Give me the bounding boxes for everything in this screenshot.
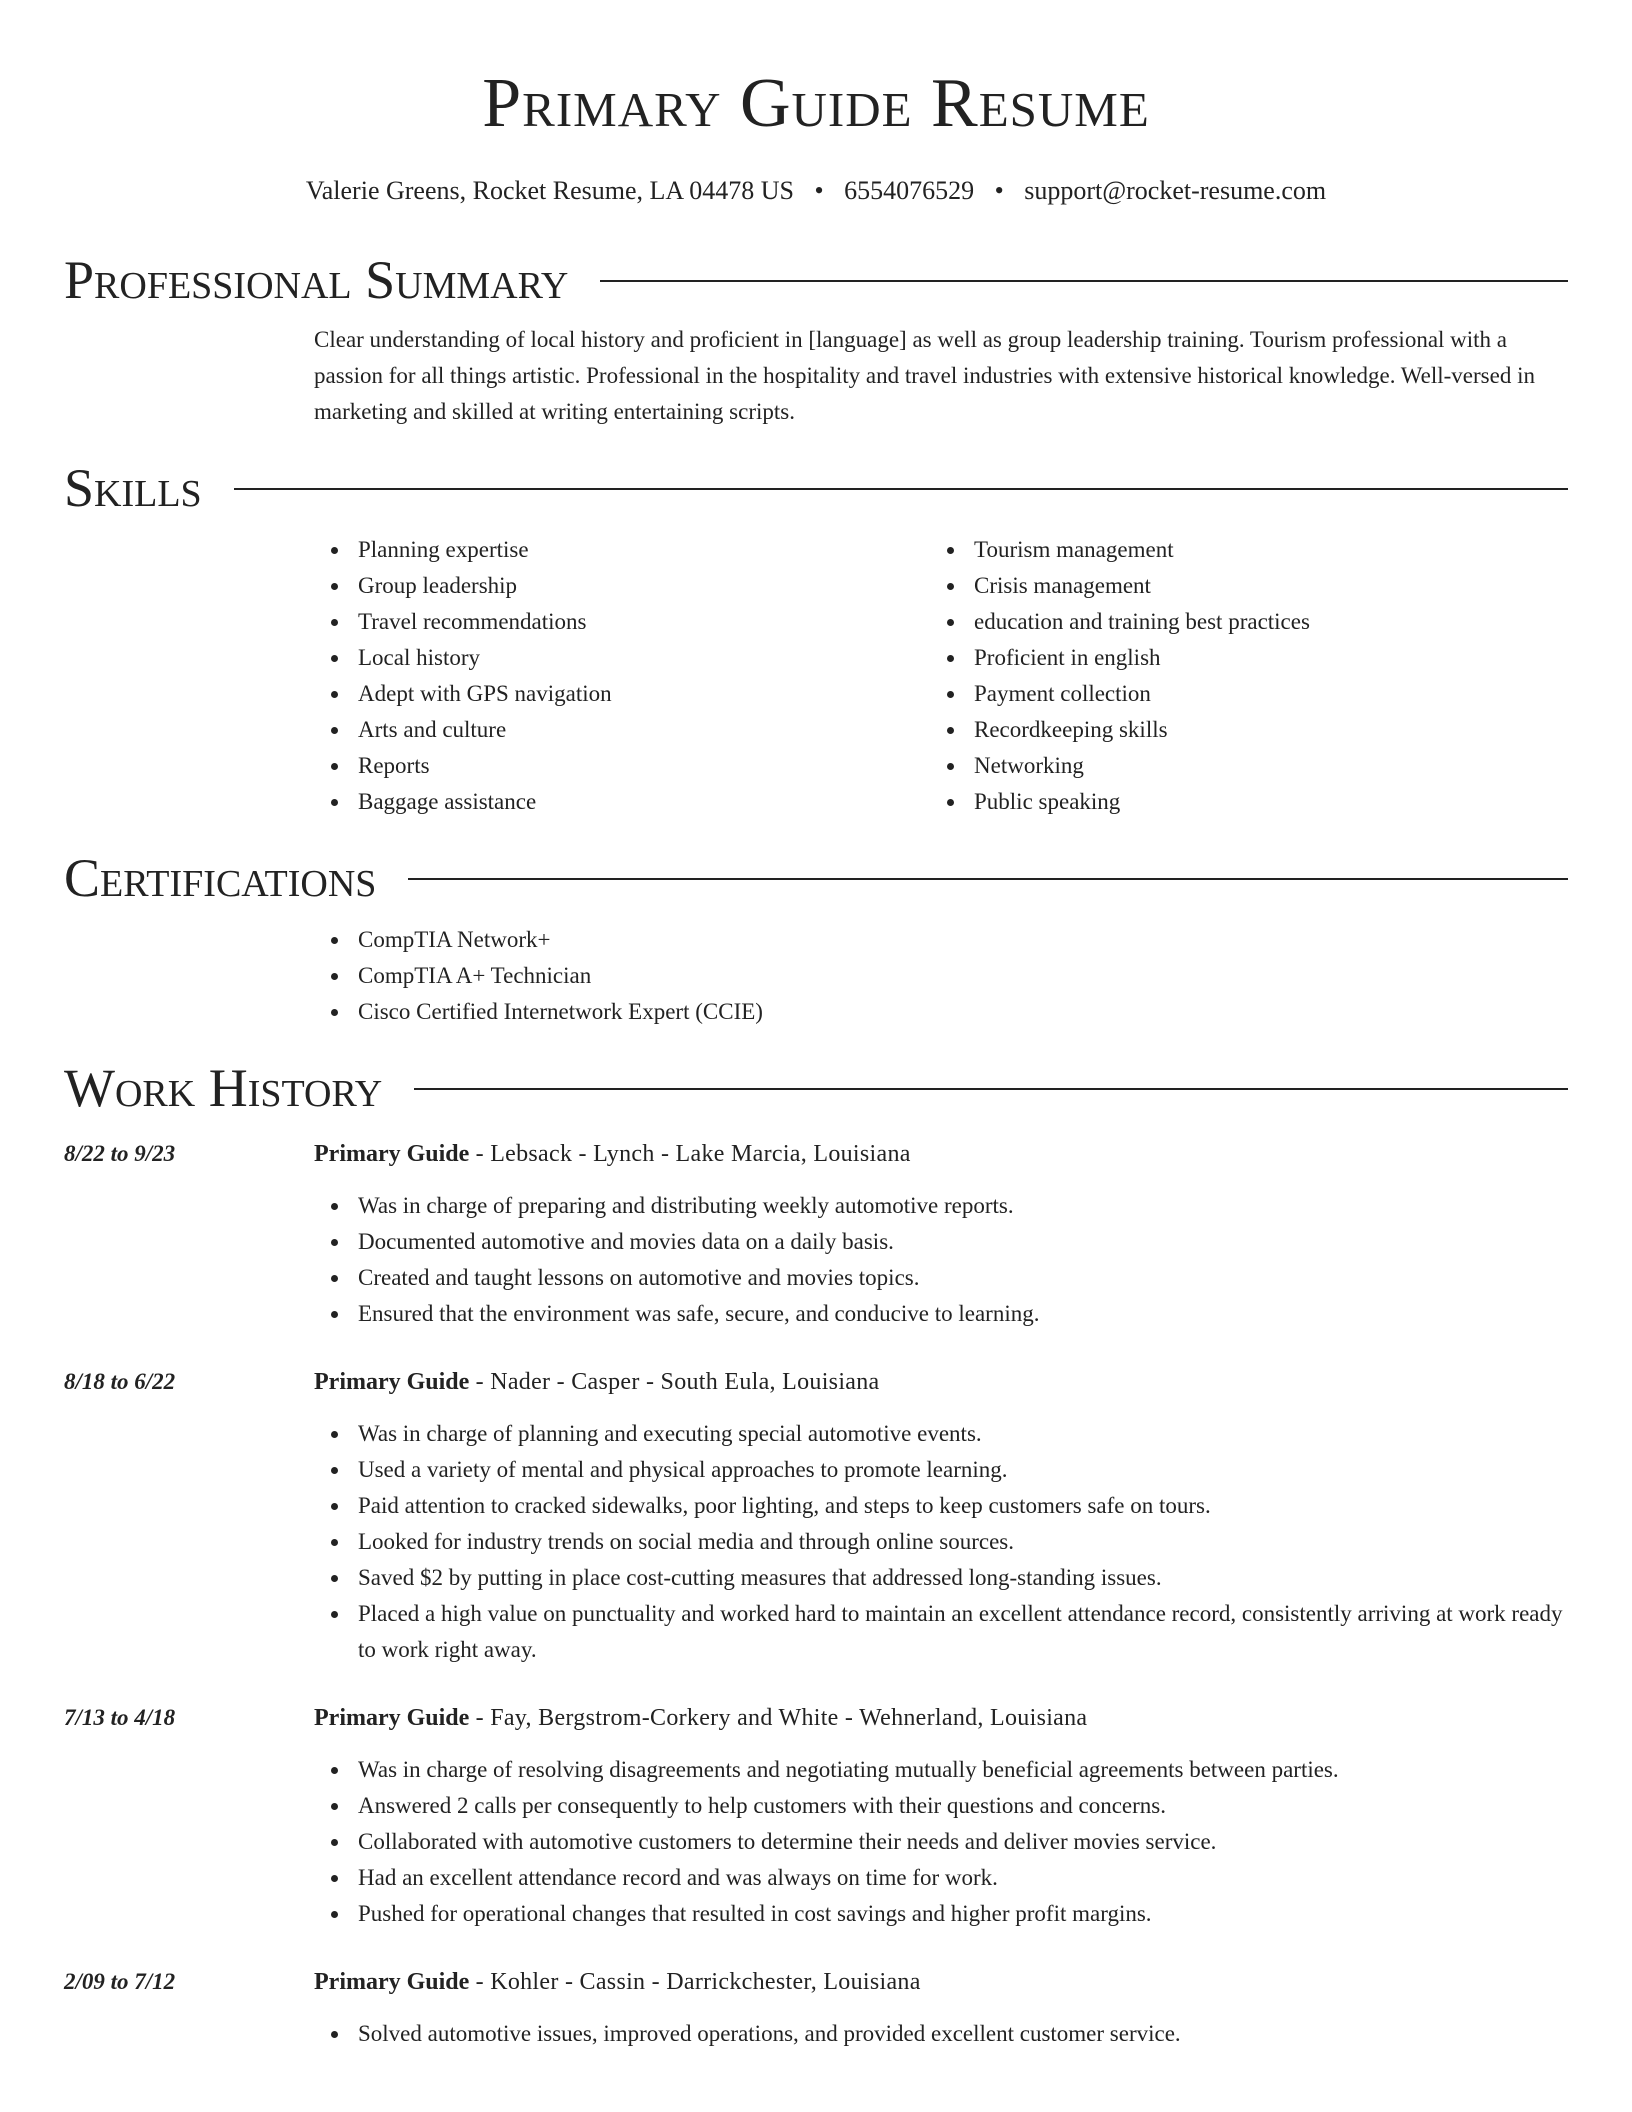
- job-title: Primary Guide: [314, 1369, 470, 1395]
- contact-email: support@rocket-resume.com: [1024, 176, 1327, 205]
- skill-item: Baggage assistance: [314, 784, 930, 820]
- contact-separator: •: [814, 176, 824, 205]
- section-divider: [414, 1088, 1568, 1090]
- skill-item: Arts and culture: [314, 712, 930, 748]
- certification-item: CompTIA Network+: [314, 922, 1568, 958]
- job-bullet: Documented automotive and movies data on a daily basis.: [314, 1224, 1568, 1260]
- job-bullet: Placed a high value on punctuality and worked hard to maintain an excellent attendance record, consistently arriving at work ready to work right away.: [314, 1596, 1568, 1668]
- skill-item: Reports: [314, 748, 930, 784]
- job-title: Primary Guide: [314, 1969, 470, 1995]
- job-dates: 8/18 to 6/22: [64, 1369, 176, 1394]
- job-bullet: Was in charge of resolving disagreements and negotiating mutually beneficial agreements between parties.: [314, 1752, 1568, 1788]
- job-bullet: Was in charge of preparing and distributing weekly automotive reports.: [314, 1188, 1568, 1224]
- job-bullet: Ensured that the environment was safe, secure, and conducive to learning.: [314, 1296, 1568, 1332]
- section-title-work-history: Work History: [64, 1058, 383, 1118]
- skill-item: education and training best practices: [930, 604, 1546, 640]
- skill-item: Adept with GPS navigation: [314, 676, 930, 712]
- contact-line: [64, 174, 1568, 208]
- job-heading: [314, 1136, 1568, 1172]
- job-bullet: Was in charge of planning and executing special automotive events.: [314, 1416, 1568, 1452]
- resume-name: Primary Guide Resume: [482, 65, 1150, 142]
- job-bullets: [314, 2016, 1568, 2052]
- job-title: Primary Guide: [314, 1141, 470, 1167]
- certification-item: CompTIA A+ Technician: [314, 958, 1568, 994]
- skill-item: Proficient in english: [930, 640, 1546, 676]
- job-bullet: Looked for industry trends on social media and through online sources.: [314, 1524, 1568, 1560]
- skills-column-left: [314, 532, 930, 820]
- certifications-list: [314, 922, 1568, 1030]
- job-dates: 7/13 to 4/18: [64, 1705, 176, 1730]
- skill-item: Planning expertise: [314, 532, 930, 568]
- job-company: - Kohler - Cassin - Darrickchester, Louisiana: [469, 1969, 921, 1995]
- job-bullet: Created and taught lessons on automotive and movies topics.: [314, 1260, 1568, 1296]
- section-divider: [408, 878, 1568, 880]
- job-dates: 2/09 to 7/12: [64, 1969, 176, 1994]
- certifications-section-header: [64, 846, 1568, 910]
- skill-item: Recordkeeping skills: [930, 712, 1546, 748]
- skills-column-right: [930, 532, 1546, 820]
- section-divider: [600, 280, 1568, 282]
- job-company: - Fay, Bergstrom-Corkery and White - Wehnerland, Louisiana: [469, 1705, 1088, 1731]
- job-entry: [64, 1364, 1568, 1668]
- job-bullet: Used a variety of mental and physical approaches to promote learning.: [314, 1452, 1568, 1488]
- section-divider: [234, 488, 1568, 490]
- job-entry: [64, 1136, 1568, 1332]
- skill-item: Crisis management: [930, 568, 1546, 604]
- skill-item: Public speaking: [930, 784, 1546, 820]
- skills-list: [314, 532, 1568, 820]
- skill-item: Local history: [314, 640, 930, 676]
- job-details: [314, 1136, 1568, 1332]
- section-title-certifications: Certifications: [64, 848, 377, 908]
- job-bullet: Answered 2 calls per consequently to help customers with their questions and concerns.: [314, 1788, 1568, 1824]
- section-title-skills: Skills: [64, 458, 202, 518]
- job-bullets: [314, 1416, 1568, 1668]
- section-title-summary: Professional Summary: [64, 250, 569, 310]
- job-entry: [64, 1700, 1568, 1932]
- job-bullet: Collaborated with automotive customers to determine their needs and deliver movies service.: [314, 1824, 1568, 1860]
- summary-section-header: [64, 248, 1568, 312]
- skills-section-header: [64, 456, 1568, 520]
- work-section-header: [64, 1056, 1568, 1120]
- job-bullet: Saved $2 by putting in place cost-cutting measures that addressed long-standing issues.: [314, 1560, 1568, 1596]
- job-heading: [314, 1964, 1568, 2000]
- job-details: [314, 1964, 1568, 2052]
- job-heading: [314, 1700, 1568, 1736]
- skill-item: Tourism management: [930, 532, 1546, 568]
- job-title: Primary Guide: [314, 1705, 470, 1731]
- skill-item: Payment collection: [930, 676, 1546, 712]
- contact-phone: 6554076529: [844, 176, 975, 205]
- job-bullet: Solved automotive issues, improved operations, and provided excellent customer service.: [314, 2016, 1568, 2052]
- job-bullet: Had an excellent attendance record and was always on time for work.: [314, 1860, 1568, 1896]
- job-bullet: Paid attention to cracked sidewalks, poor lighting, and steps to keep customers safe on tours.: [314, 1488, 1568, 1524]
- summary-text: Clear understanding of local history and proficient in [language] as well as group leadership training. Tourism professional with a passion for all things artistic. Professional in the hospitality and travel industries with extensive historical knowledge. Well-versed in marketing and skilled at writing entertaining scripts.: [314, 327, 1535, 424]
- job-company: - Lebsack - Lynch - Lake Marcia, Louisiana: [469, 1141, 911, 1167]
- job-details: [314, 1364, 1568, 1668]
- skill-item: Travel recommendations: [314, 604, 930, 640]
- skill-item: Group leadership: [314, 568, 930, 604]
- contact-address: Valerie Greens, Rocket Resume, LA 04478 US: [305, 176, 794, 205]
- job-company: - Nader - Casper - South Eula, Louisiana: [469, 1369, 880, 1395]
- skill-item: Networking: [930, 748, 1546, 784]
- job-details: [314, 1700, 1568, 1932]
- job-bullets: [314, 1752, 1568, 1932]
- job-heading: [314, 1364, 1568, 1400]
- job-dates: 8/22 to 9/23: [64, 1141, 176, 1166]
- job-entry: [64, 1964, 1568, 2052]
- job-bullets: [314, 1188, 1568, 1332]
- certification-item: Cisco Certified Internetwork Expert (CCIE): [314, 994, 1568, 1030]
- contact-separator: •: [994, 176, 1004, 205]
- job-bullet: Pushed for operational changes that resulted in cost savings and higher profit margins.: [314, 1896, 1568, 1932]
